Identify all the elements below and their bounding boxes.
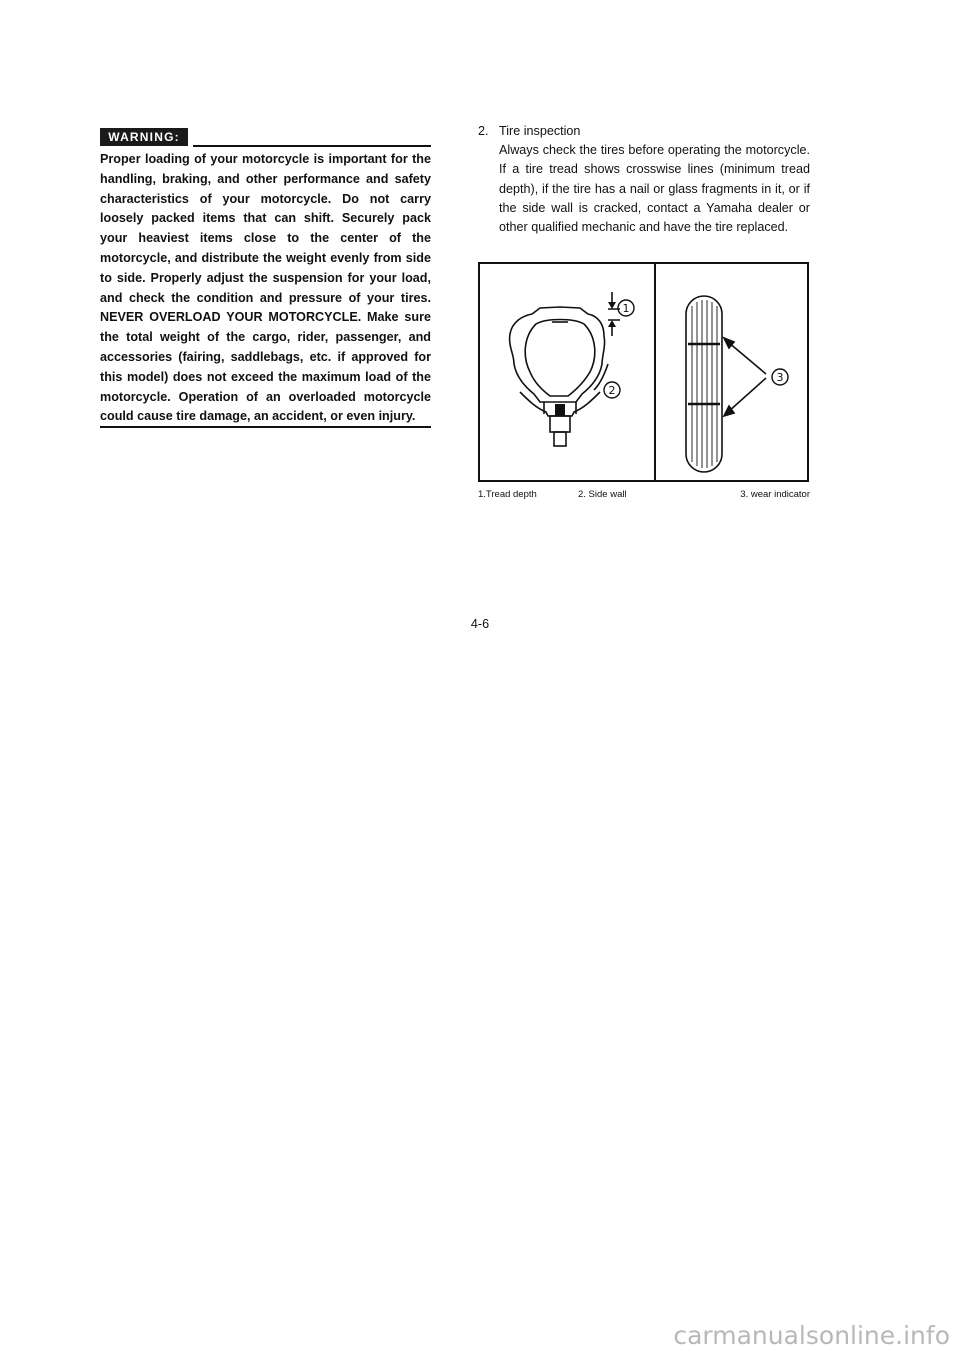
section-heading: [478, 122, 810, 141]
section-body: Always check the tires before operating the motorcycle. If a tire tread shows crosswise lines (minimum tread depth), if the tire has a nail or glass fragments in it, or if the side wall is cracked, contact a Yamaha dealer or other qualified mechanic and have the tire replaced.: [499, 143, 810, 235]
tire-cross-section: [510, 292, 620, 446]
callout-3: 3: [776, 371, 784, 384]
warning-top-rule: [193, 145, 431, 147]
caption-tread-depth: 1.Tread depth: [478, 489, 537, 500]
warning-text: Proper loading of your motorcycle is important for the handling, braking, and other performance and safety characteristics of your motorcycle. Do not carry loosely packed items that can shift. Securely pack your heaviest items close to the center of the motorcycle, and distribute the weight evenly from side to side. Properly adjust the suspension for your load, and check the condition and pressure of your tires. NEVER OVERLOAD YOUR MOTORCYCLE. Make sure the total weight of the cargo, rider, passenger, and accessories (fairing, saddlebags, etc. if approved for this model) does not exceed the maximum load of the motorcycle. Operation of an overloaded motorcycle could cause tire damage, an accident, or even injury.: [100, 152, 431, 424]
caption-side-wall: 2. Side wall: [578, 489, 627, 500]
wear-indicator-arrows: [724, 338, 766, 416]
valve-stem: [555, 404, 565, 416]
tire-illustration: [480, 264, 807, 480]
section-number: 2.: [478, 124, 489, 138]
tire-tread-view: [686, 296, 722, 472]
callout-1: 1: [622, 302, 630, 315]
warning-label: WARNING:: [100, 128, 188, 146]
page-number: 4-6: [470, 617, 490, 631]
caption-wear-indicator: 3. wear indicator: [740, 489, 810, 500]
section-title: Tire inspection: [499, 124, 581, 138]
tire-figure: [478, 262, 809, 482]
callout-2: 2: [608, 384, 616, 397]
tread-depth-arrows: [608, 302, 616, 327]
tire-inspection-section: [478, 122, 810, 237]
watermark: carmanualsonline.info: [673, 1321, 950, 1350]
figure-captions: [478, 489, 810, 503]
warning-bottom-rule: [100, 426, 431, 428]
warning-header: [100, 128, 431, 146]
